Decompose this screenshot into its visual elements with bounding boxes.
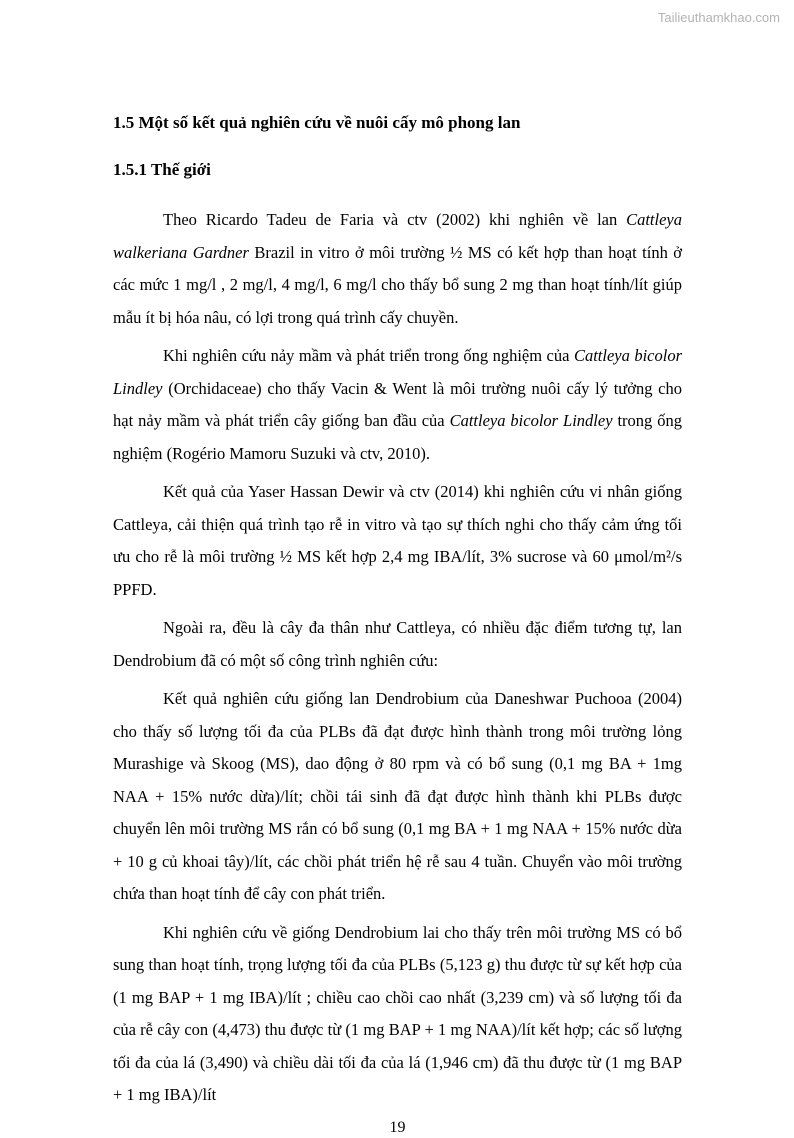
paragraph-4: Ngoài ra, đều là cây đa thân như Cattleya, có nhiều đặc điểm tương tự, lan Dendrobium đã có một số công trình nghiên cứu: bbox=[113, 618, 682, 670]
section-heading: 1.5 Một số kết quả nghiên cứu về nuôi cấy mô phong lan bbox=[113, 113, 521, 132]
paragraph-2: Khi nghiên cứu nảy mầm và phát triển trong ống nghiệm của Cattleya bicolor Lindley (Orchidaceae) cho thấy Vacin & Went là môi trường nuôi cấy lý tưởng cho hạt nảy mầm và phát triển cây giống ban đầu của Cattleya bicolor Lindley trong ống nghiệm (Rogério Mamoru Suzuki và ctv, 2010). bbox=[113, 346, 682, 463]
paragraph-6: Khi nghiên cứu về giống Dendrobium lai cho thấy trên môi trường MS có bổ sung than hoạt tính, trọng lượng tối đa của PLBs (5,123 g) thu được từ sự kết hợp của (1 mg BAP + 1 mg IBA)/lít ; chiều cao chồi cao nhất (3,239 cm) và số lượng tối đa của rễ cây con (4,473) thu được từ (1 mg BAP + 1 mg NAA)/lít kết hợp; các số lượng tối đa của lá (3,490) và chiều dài tối đa của lá (1,946 cm) đã thu được từ (1 mg BAP + 1 mg IBA)/lít bbox=[113, 922, 682, 1104]
watermark: Tailieuthamkhao.com bbox=[657, 10, 780, 25]
paragraph-3: Kết quả của Yaser Hassan Dewir và ctv (2014) khi nghiên cứu vi nhân giống Cattleya, cải thiện quá trình tạo rễ in vitro và tạo sự thích nghi cho thấy cảm ứng tối ưu cho rễ là môi trường ½ MS kết hợp 2,4 mg IBA/lít, 3% sucrose và 60 μmol/m²/s PPFD. bbox=[113, 482, 682, 599]
page-number: 19 bbox=[389, 1118, 406, 1136]
subsection-heading: 1.5.1 Thế giới bbox=[113, 160, 211, 179]
paragraph-1: Theo Ricardo Tadeu de Faria và ctv (2002) khi nghiên về lan Cattleya walkeriana Gardner Brazil in vitro ở môi trường ½ MS có kết hợp than hoạt tính ở các mức 1 mg/l , 2 mg/l, 4 mg/l, 6 mg/l cho thấy bổ sung 2 mg than hoạt tính/lít giúp mẫu ít bị hóa nâu, có lợi trong quá trình cấy chuyền. bbox=[113, 210, 683, 327]
paragraph-5: Kết quả nghiên cứu giống lan Dendrobium của Daneshwar Puchooa (2004) cho thấy số lượng tối đa của PLBs đã đạt được hình thành trong môi trường lỏng Murashige và Skoog (MS), dao động ở 80 rpm và có bổ sung (0,1 mg BA + 1mg NAA + 15% nước dừa)/lít; chồi tái sinh đã đạt được hình thành khi PLBs được chuyển lên môi trường MS rắn có bổ sung (0,1 mg BA + 1 mg NAA + 15% nước dừa + 10 g củ khoai tây)/lít, các chồi phát triển hệ rễ sau 4 tuần. Chuyển vào môi trường chứa than hoạt tính để cây con phát triển. bbox=[113, 689, 682, 903]
